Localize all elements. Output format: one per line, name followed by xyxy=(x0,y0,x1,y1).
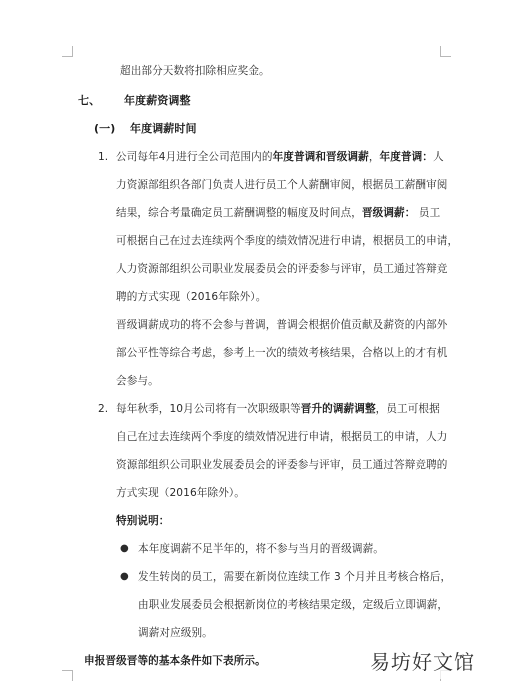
paragraph-line: 超出部分天数将扣除相应奖金。 xyxy=(120,65,270,77)
note-title: 特别说明： xyxy=(116,515,170,527)
bullet-item-continued: 调薪对应级别。 xyxy=(138,627,213,639)
text-run: ，员工可根据 xyxy=(375,403,440,415)
text-run: 结果，综合考量确定员工薪酬调整的幅度及时间点， xyxy=(116,207,362,219)
list-number: 1. xyxy=(98,151,109,163)
crop-mark-top-right xyxy=(440,46,451,57)
text-run: 人 xyxy=(432,151,444,163)
text-run: 每年秋季，10月公司将有一次职级职等 xyxy=(116,403,301,415)
bold-run: 年度普调和晋级调薪 xyxy=(272,151,369,163)
bold-run: 晋升的调薪调整 xyxy=(300,403,376,415)
paragraph-line: 聘的方式实现（2016年除外）。 xyxy=(116,291,267,303)
paragraph-line: 会参与。 xyxy=(116,375,159,387)
paragraph-line: 自己在过去连续两个季度的绩效情况进行申请，根据员工的申请，人力 xyxy=(116,431,448,443)
section-number: 七、 xyxy=(78,94,101,107)
paragraph-line: 资源部组织公司职业发展委员会的评委参与评审，员工通过答辩竞聘的 xyxy=(116,459,448,471)
bullet-item: 发生转岗的员工，需要在新岗位连续工作 3 个月并且考核合格后， xyxy=(138,571,452,583)
watermark: 易坊好文馆 xyxy=(362,644,481,679)
paragraph-line: 可根据自己在过去连续两个季度的绩效情况进行申请，根据员工的申请， xyxy=(116,235,459,247)
list-number: 2. xyxy=(98,403,109,415)
text-run: 员工 xyxy=(415,207,441,219)
paragraph-line: 力资源部组织各部门负责人进行员工个人薪酬审阅，根据员工薪酬审阅 xyxy=(116,179,448,191)
paragraph-line: 人力资源部组织公司职业发展委员会的评委参与评审，员工通过答辩竞 xyxy=(116,263,448,275)
bullet-icon: ● xyxy=(120,571,129,582)
text-run: 公司每年4月进行全公司范围内的 xyxy=(116,151,273,163)
paragraph-line xyxy=(116,150,444,164)
paragraph-line xyxy=(116,402,440,416)
crop-mark-bottom-left xyxy=(62,670,73,681)
bold-run: 年度普调： xyxy=(379,151,433,163)
bold-run: 晋级调薪： xyxy=(361,207,416,219)
bullet-item: 本年度调薪不足半年的，将不参与当月的晋级调薪。 xyxy=(138,543,384,555)
section-title: 年度薪资调整 xyxy=(124,94,191,107)
paragraph-line xyxy=(116,206,440,220)
paragraph-line: 部公平性等综合考虑，参考上一次的绩效考核结果，合格以上的才有机 xyxy=(116,347,448,359)
paragraph-line: 晋级调薪成功的将不会参与普调，普调会根据价值贡献及薪资的内部外 xyxy=(116,319,448,331)
bullet-icon: ● xyxy=(120,543,129,554)
table-intro: 申报晋级晋等的基本条件如下表所示。 xyxy=(84,655,266,667)
subsection-number: (一) xyxy=(94,122,116,135)
bullet-item-continued: 由职业发展委员会根据新岗位的考核结果定级，定级后立即调薪， xyxy=(138,599,449,611)
crop-mark-top-left xyxy=(62,46,73,57)
paragraph-line: 方式实现（2016年除外）。 xyxy=(116,487,245,499)
subsection-title: 年度调薪时间 xyxy=(130,122,197,135)
text-run: ， xyxy=(368,151,380,163)
